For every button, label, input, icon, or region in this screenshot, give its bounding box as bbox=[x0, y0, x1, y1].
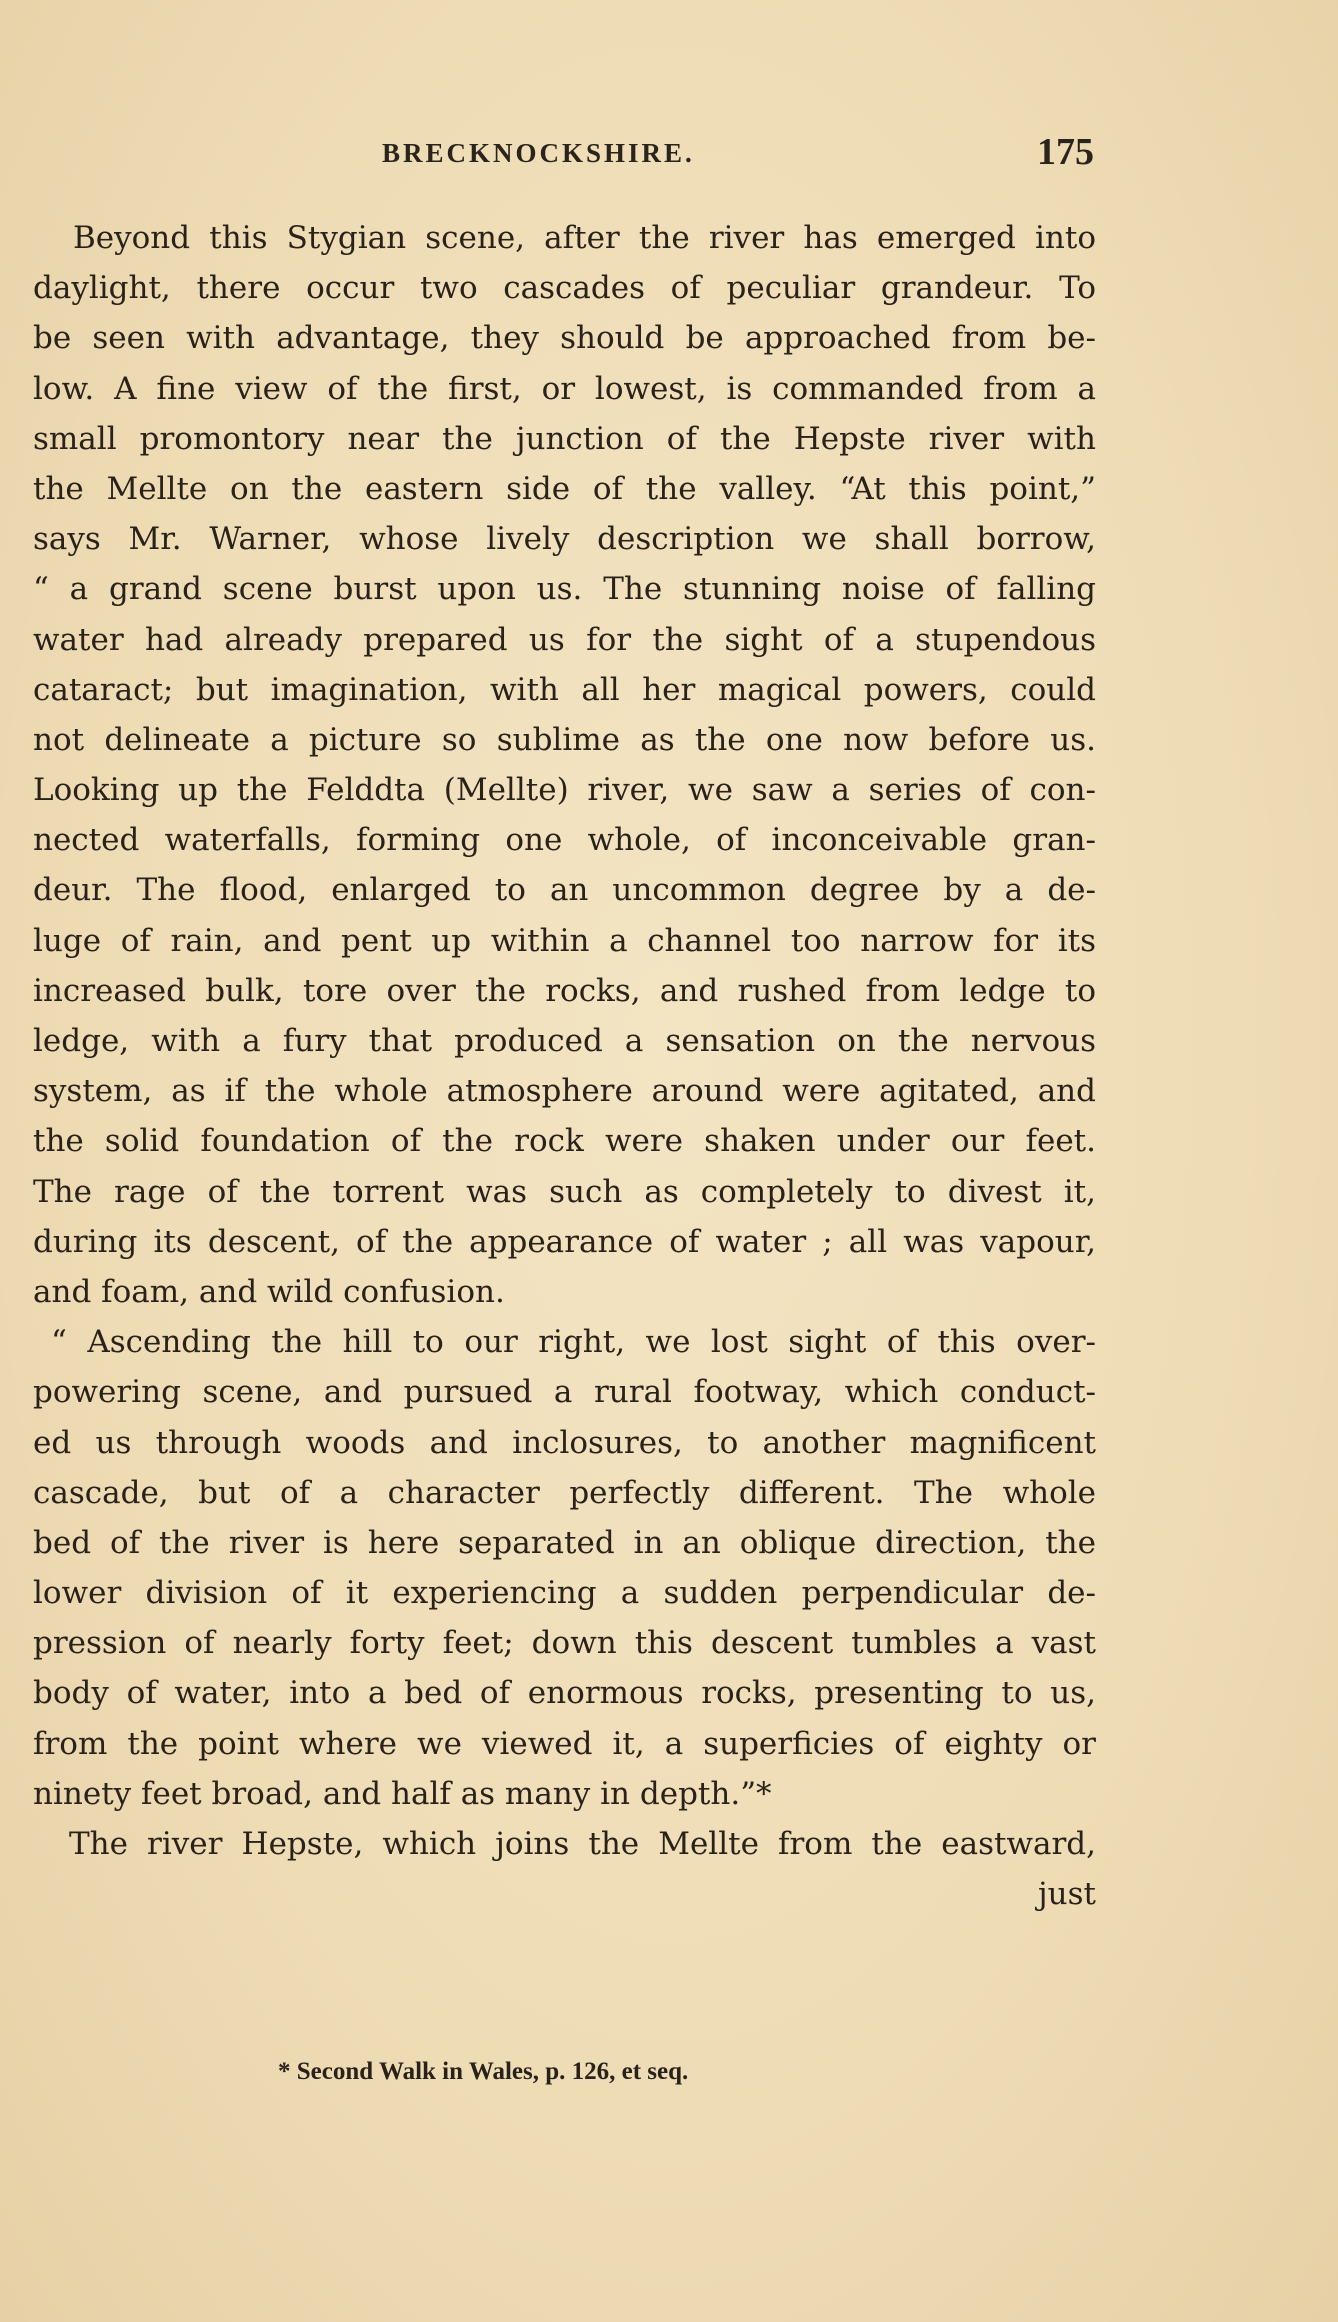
text-line: from the point where we viewed it, a superficies of eighty or bbox=[33, 1725, 1096, 1762]
text-line: water had already prepared us for the sight of a stupendous bbox=[33, 621, 1096, 658]
text-line: low. A fine view of the first, or lowest, is commanded from a bbox=[33, 370, 1096, 407]
text-line: not delineate a picture so sublime as the one now before us. bbox=[33, 721, 1096, 758]
text-line: be seen with advantage, they should be approached from be- bbox=[33, 320, 1096, 357]
page-number: 175 bbox=[1037, 131, 1094, 173]
text-line: deur. The flood, enlarged to an uncommon degree by a de- bbox=[33, 872, 1096, 909]
text-line: pression of nearly forty feet; down this descent tumbles a vast bbox=[33, 1625, 1096, 1662]
text-line: Looking up the Felddta (Mellte) river, we saw a series of con- bbox=[33, 772, 1096, 809]
text-line: powering scene, and pursued a rural footway, which conduct- bbox=[33, 1374, 1096, 1411]
text-line: body of water, into a bed of enormous rocks, presenting to us, bbox=[33, 1675, 1096, 1712]
text-line: system, as if the whole atmosphere around were agitated, and bbox=[33, 1073, 1096, 1110]
running-head: BRECKNOCKSHIRE. bbox=[382, 138, 695, 168]
catchword: just bbox=[1038, 1876, 1096, 1913]
text-line: and foam, and wild confusion. bbox=[33, 1273, 505, 1310]
text-line: the Mellte on the eastern side of the valley. “At this point,” bbox=[33, 470, 1096, 507]
text-line: lower division of it experiencing a sudden perpendicular de- bbox=[33, 1575, 1096, 1612]
text-line: during its descent, of the appearance of water ; all was vapour, bbox=[33, 1223, 1096, 1260]
footnote: * Second Walk in Wales, p. 126, et seq. bbox=[278, 2058, 689, 2085]
text-line: says Mr. Warner, whose lively description we shall borrow, bbox=[33, 521, 1096, 558]
text-line: increased bulk, tore over the rocks, and rushed from ledge to bbox=[33, 972, 1096, 1009]
text-line: bed of the river is here separated in an oblique direction, the bbox=[33, 1524, 1096, 1561]
text-line: ninety feet broad, and half as many in depth.”* bbox=[33, 1775, 772, 1812]
text-line: Beyond this Stygian scene, after the river has emerged into bbox=[73, 220, 1096, 256]
text-line: ledge, with a fury that produced a sensation on the nervous bbox=[33, 1023, 1096, 1059]
body-text bbox=[33, 213, 1096, 1919]
text-line: cascade, but of a character perfectly different. The whole bbox=[33, 1474, 1096, 1511]
text-line: nected waterfalls, forming one whole, of inconceivable gran- bbox=[33, 822, 1096, 859]
text-line: the solid foundation of the rock were shaken under our feet. bbox=[33, 1123, 1096, 1160]
page-header bbox=[0, 128, 1338, 178]
text-line: “ Ascending the hill to our right, we lost sight of this over- bbox=[51, 1324, 1096, 1361]
text-line: small promontory near the junction of the Hepste river with bbox=[33, 420, 1096, 457]
text-line: The river Hepste, which joins the Mellte from the eastward, bbox=[69, 1826, 1096, 1862]
text-line: “ a grand scene burst upon us. The stunning noise of falling bbox=[33, 571, 1096, 608]
text-line: daylight, there occur two cascades of peculiar grandeur. To bbox=[33, 270, 1096, 307]
text-line: The rage of the torrent was such as completely to divest it, bbox=[33, 1173, 1096, 1210]
text-line: luge of rain, and pent up within a channel too narrow for its bbox=[33, 922, 1096, 959]
text-line: cataract; but imagination, with all her magical powers, could bbox=[33, 671, 1096, 708]
text-line: ed us through woods and inclosures, to another magnificent bbox=[33, 1424, 1096, 1461]
